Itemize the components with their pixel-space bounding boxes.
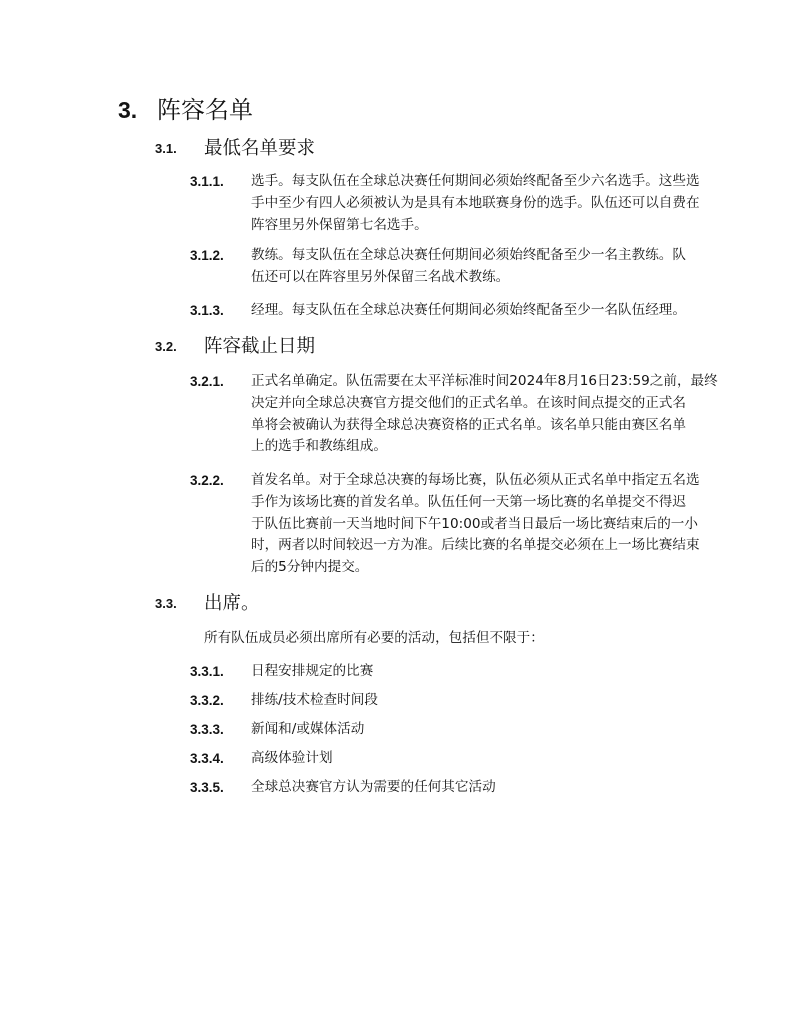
subsection-title: 出席。 xyxy=(204,593,260,614)
item-number: 3.3.3. xyxy=(190,722,224,737)
text-line: 时，两者以时间较迟一方为准。后续比赛的名单提交必须在上一场比赛结束 xyxy=(251,537,700,554)
subsection-number: 3.2. xyxy=(155,339,177,354)
text-line: 新闻和/或媒体活动 xyxy=(251,721,365,737)
item-number: 3.1.3. xyxy=(190,303,224,318)
item-body xyxy=(251,661,731,683)
item-body xyxy=(251,171,731,236)
subsection-title: 阵容截止日期 xyxy=(204,336,316,357)
item-body xyxy=(251,300,731,322)
text-line: 正式名单确定。队伍需要在太平洋标准时间2024年8月16日23:59之前，最终 xyxy=(251,373,718,389)
text-line: 教练。每支队伍在全球总决赛任何期间必须始终配备至少一名主教练。队 xyxy=(251,247,686,263)
item-number: 3.2.2. xyxy=(190,473,224,488)
item-number: 3.1.2. xyxy=(190,248,224,263)
item-number: 3.3.2. xyxy=(190,693,224,708)
subsection-intro: 所有队伍成员必须出席所有必要的活动，包括但不限于： xyxy=(204,630,544,646)
text-line: 经理。每支队伍在全球总决赛任何期间必须始终配备至少一名队伍经理。 xyxy=(251,302,686,318)
subsection-title: 最低名单要求 xyxy=(204,138,316,159)
text-line: 选手。每支队伍在全球总决赛任何期间必须始终配备至少六名选手。这些选 xyxy=(251,173,700,189)
item-body xyxy=(251,748,731,770)
item-body xyxy=(251,371,731,458)
item-number: 3.3.1. xyxy=(190,664,224,679)
text-line: 高级体验计划 xyxy=(251,750,333,766)
subsection-number: 3.1. xyxy=(155,141,177,156)
text-line: 决定并向全球总决赛官方提交他们的正式名单。在该时间点提交的正式名 xyxy=(251,394,686,411)
text-line: 于队伍比赛前一天当地时间下午10:00或者当日最后一场比赛结束后的一小 xyxy=(251,515,698,532)
subsection-number: 3.3. xyxy=(155,596,177,611)
item-body xyxy=(251,777,731,799)
text-line: 手中至少有四人必须被认为是具有本地联赛身份的选手。队伍还可以自费在 xyxy=(251,194,700,211)
text-line: 排练/技术检查时间段 xyxy=(251,692,378,708)
text-line: 首发名单。对于全球总决赛的每场比赛，队伍必须从正式名单中指定五名选 xyxy=(251,472,700,488)
item-number: 3.1.1. xyxy=(190,174,224,189)
text-line: 上的选手和教练组成。 xyxy=(251,438,387,455)
text-line: 全球总决赛官方认为需要的任何其它活动 xyxy=(251,779,496,795)
section-title: 阵容名单 xyxy=(157,96,253,124)
item-number: 3.3.4. xyxy=(190,751,224,766)
item-number: 3.2.1. xyxy=(190,374,224,389)
item-body xyxy=(251,245,731,289)
text-line: 单将会被确认为获得全球总决赛资格的正式名单。该名单只能由赛区名单 xyxy=(251,416,686,433)
text-line: 伍还可以在阵容里另外保留三名战术教练。 xyxy=(251,268,510,285)
item-body xyxy=(251,690,731,712)
text-line: 阵容里另外保留第七名选手。 xyxy=(251,216,428,233)
text-line: 日程安排规定的比赛 xyxy=(251,663,374,679)
item-number: 3.3.5. xyxy=(190,780,224,795)
item-body xyxy=(251,719,731,741)
text-line: 手作为该场比赛的首发名单。队伍任何一天第一场比赛的名单提交不得迟 xyxy=(251,493,686,510)
item-body xyxy=(251,470,731,579)
text-line: 后的5分钟内提交。 xyxy=(251,559,369,576)
section-number: 3. xyxy=(118,97,138,123)
